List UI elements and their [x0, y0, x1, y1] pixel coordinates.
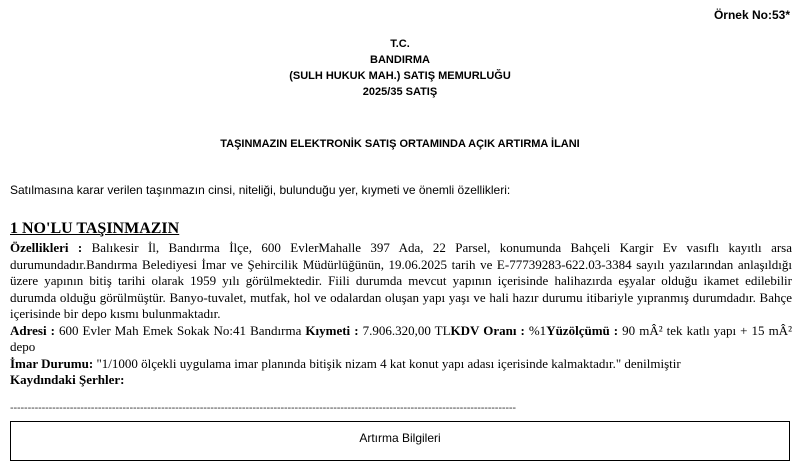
zoning-line — [10, 356, 792, 373]
header-city: BANDIRMA — [370, 54, 430, 66]
auction-info-box — [10, 421, 790, 461]
annotations-label: Kaydındaki Şerhler: — [10, 372, 125, 387]
value-label: Kıymeti : — [305, 322, 359, 338]
annotations-line — [10, 372, 792, 389]
intro-text: Satılmasına karar verilen taşınmazın cinsi, niteliği, bulunduğu yer, kıymeti ve önemli özellikleri: — [10, 183, 511, 197]
address-label: Adresi : — [10, 322, 55, 338]
property-features — [10, 240, 792, 323]
vat-text: %1 — [524, 322, 547, 338]
dashed-divider: ------------------------------------------------------------------------------------------------------------------------------------------------ — [10, 402, 516, 414]
document-header — [0, 36, 800, 100]
zoning-text: "1/1000 ölçekli uygulama imar planında bitişik nizam 4 kat konut yapı adası içerisinde kalmaktadır." denilmiştir — [93, 355, 681, 371]
area-label: Yüzölçümü : — [546, 322, 619, 338]
address-text: 600 Evler Mah Emek Sokak No:41 Bandırma — [54, 322, 306, 338]
value-text: 7.906.320,00 TL — [358, 322, 451, 338]
ornek-no: Örnek No:53* — [713, 8, 790, 22]
auction-info-title: Artırma Bilgileri — [359, 431, 441, 445]
vat-label: KDV Oranı : — [450, 322, 525, 338]
zoning-label: İmar Durumu: — [10, 355, 94, 371]
property-section — [10, 220, 792, 389]
header-office: (SULH HUKUK MAH.) SATIŞ MEMURLUĞU — [289, 70, 511, 82]
features-label: Özellikleri : — [10, 240, 83, 255]
announcement-title: TAŞINMAZIN ELEKTRONİK SATIŞ ORTAMINDA AÇIK ARTIRMA İLANI — [220, 138, 580, 150]
property-heading: 1 NO'LU TAŞINMAZIN — [10, 220, 180, 237]
area-text: 90 mÂ² tek katlı yapı + 15 mÂ² depo — [10, 322, 792, 354]
property-address-line — [10, 323, 792, 356]
header-tc: T.C. — [390, 38, 410, 50]
features-text: Balıkesir İl, Bandırma İlçe, 600 EvlerMahalle 397 Ada, 22 Parsel, konumunda Bahçeli Kargir Ev vasıflı kayıtlı arsa durumundadır.Bandırma Belediyesi İmar ve Şehircilik Müdürlüğünün, 19.06.2025 tarih ve E-77739283-622.03-3384 sayılı yazılarından anlaşıldığı üzere yapının bitiş tarihi olarak 1959 yılı görülmektedir. Fiili durumda mevcut yapının içerisinde halihazırda eşyalar olduğu ikamet edilebilir durumda olduğu görülmüştür. Banyo-tuvalet, mutfak, hol ve odalardan oluşan yapı yaşı ve hali hazır durumu itibariyle yıpranmış durumdadır. Bahçe içerisinde bir depo kısmı bulunmaktadır. — [10, 240, 793, 321]
header-file-no: 2025/35 SATIŞ — [362, 86, 438, 98]
